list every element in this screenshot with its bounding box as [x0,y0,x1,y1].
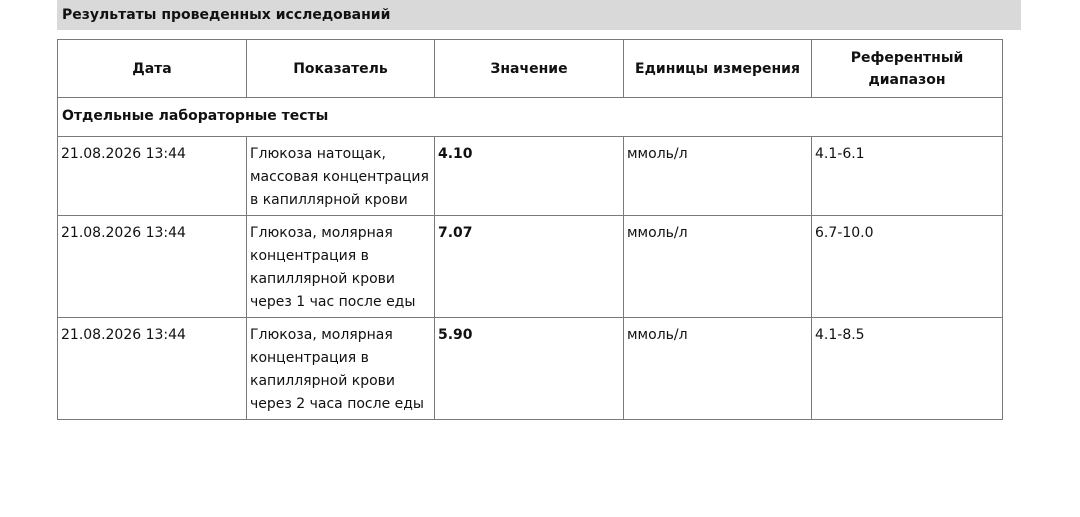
group-title: Отдельные лабораторные тесты [58,98,1003,137]
results-table [57,39,1003,420]
table-row [58,137,1003,216]
cell-units: ммоль/л [624,318,812,420]
cell-date: 21.08.2026 13:44 [58,216,247,318]
table-header-row [58,40,1003,98]
cell-reference: 6.7-10.0 [812,216,1003,318]
column-header-value: Значение [435,40,624,98]
cell-value: 4.10 [435,137,624,216]
table-row [58,216,1003,318]
cell-date: 21.08.2026 13:44 [58,137,247,216]
cell-value: 7.07 [435,216,624,318]
cell-units: ммоль/л [624,216,812,318]
cell-value: 5.90 [435,318,624,420]
column-header-units: Единицы измерения [624,40,812,98]
column-header-indicator: Показатель [247,40,435,98]
group-row [58,98,1003,137]
cell-indicator: Глюкоза, молярная концентрация в капиллярной крови через 2 часа после еды [247,318,435,420]
cell-date: 21.08.2026 13:44 [58,318,247,420]
cell-indicator: Глюкоза натощак, массовая концентрация в капиллярной крови [247,137,435,216]
column-header-reference: Референтный диапазон [812,40,1003,98]
table-row [58,318,1003,420]
cell-indicator: Глюкоза, молярная концентрация в капиллярной крови через 1 час после еды [247,216,435,318]
cell-reference: 4.1-6.1 [812,137,1003,216]
section-title: Результаты проведенных исследований [57,0,1021,30]
cell-reference: 4.1-8.5 [812,318,1003,420]
column-header-date: Дата [58,40,247,98]
cell-units: ммоль/л [624,137,812,216]
